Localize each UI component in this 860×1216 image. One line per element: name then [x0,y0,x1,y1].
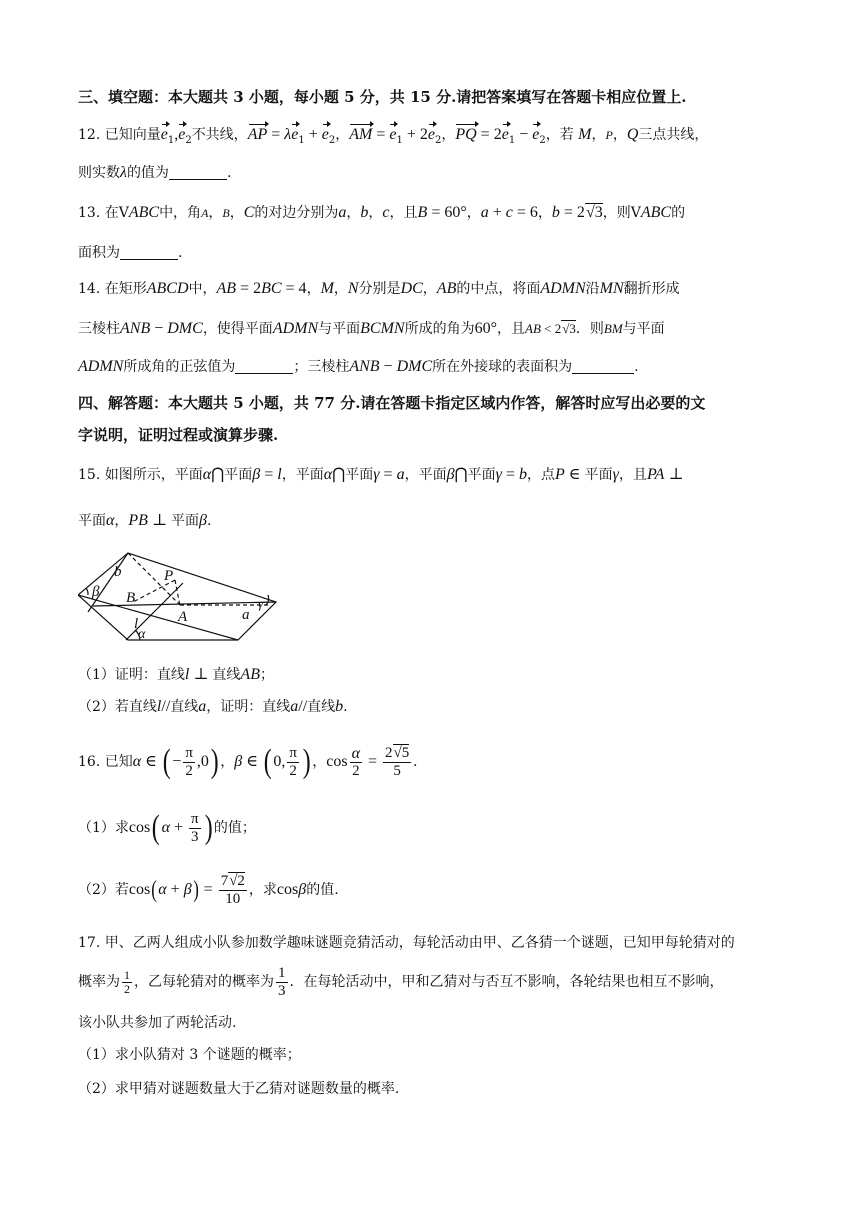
question-16-line-1: 16. 已知α ∈ ( − $\frac{\pi}{2}$ ,0) ，β ∈ ( 0, $\frac{\pi}{2}$ ) ，cos $\frac{\alpha}{2}$ = $\frac{2√5}{5}$ . [78,743,418,780]
question-14-line-1: 14. 在矩形ABCD中，AB = 2BC = 4，M，N分别是DC，AB的中点，将面ADMN沿MN翻折形成 [78,280,680,297]
question-17-line-1: 17. 甲、乙两人组成小队参加数学趣味谜题竞猜活动，每轮活动由甲、乙各猜一个谜题，已知甲每轮猜对的 [78,935,735,951]
label-alpha: α [138,627,146,642]
question-15-part-2: （2）若直线l//直线a，证明：直线a//直线b. [78,698,348,715]
question-13-line-2: 面积为 . [78,245,183,261]
label-b: b [114,564,122,580]
figure-outline [78,553,276,640]
label-p: P [164,568,174,584]
label-beta: β [92,584,100,600]
question-14-line-2: 三棱柱ANB − DMC，使得平面ADMN与平面BCMN所成的角为60°，且AB < 2√3．则BM与平面 [78,320,665,337]
label-l: l [134,616,139,632]
label-gamma: γ [258,596,264,611]
label-a: a [242,607,250,623]
question-14-line-3: ADMN所成角的正弦值为 ；三棱柱ANB − DMC所在外接球的表面积为 . [78,358,639,375]
question-16-part-1: （1）求cos( α + $\frac{\pi}{3}$ ) 的值； [78,809,256,846]
question-17-part-2: （2）求甲猜对谜题数量大于乙猜对谜题数量的概率. [78,1081,400,1097]
question-13-line-1: 13. 在VABC中，角A，B，C的对边分别为a，b，c，且B = 60°，a + c = 6，b = 2√3，则VABC的 [78,204,686,221]
question-15-line-2: 平面α，PB ⊥ 平面β. [78,512,212,529]
question-17-part-1: （1）求小队猜对 3 个谜题的概率； [78,1047,301,1063]
answer-blank[interactable] [572,357,634,374]
question-15-line-1: 15. 如图所示，平面α⋂平面β = l，平面α⋂平面γ = a，平面β⋂平面γ = b，点P ∈ 平面γ，且PA ⊥ [78,466,684,483]
segment-pa [175,580,180,606]
answer-blank[interactable] [169,163,227,180]
section-four-heading-line-1: 四、解答题：本大题共 5 小题，共 77 分.请在答题卡指定区域内作答，解答时应写出必要的文 [78,394,706,412]
question-12-line-2: 则实数λ的值为 . [78,164,232,181]
question-17-line-2: 概率为 $\frac{1}{2}$ ，乙每轮猜对的概率为 $\frac{1}{3}$ ．在每轮活动中，甲和乙猜对与否互不影响，各轮结果也相互不影响， [78,964,724,999]
question-16-part-2: （2）若cos(α + β) = $\frac{7√2}{10}$ ，求cosβ的值. [78,872,339,907]
section-three-heading: 三、填空题：本大题共 3 小题，每小题 5 分，共 15 分.请把答案填写在答题卡相应位置上. [78,88,687,106]
label-b-point: B [126,590,136,606]
question-17-line-3: 该小队共参加了两轮活动. [78,1015,237,1031]
angle-beta-arc [86,588,88,595]
section-four-heading-line-2: 字说明，证明过程或演算步骤. [78,426,279,444]
question-15-part-1: （1）证明：直线l ⊥ 直线AB； [78,666,274,683]
question-12-line-1: 12. 已知向量$e_1,e_2$不共线，AP = $\lambda e_1 + e_2$，AM = $e_1 + 2e_2$，PQ = $2e_1 - e_2$，若 M，P，Q三点共线， [78,126,709,146]
answer-blank[interactable] [235,357,293,374]
line-a [93,602,276,606]
angle-gamma-arc [266,595,269,605]
line-l [78,595,238,640]
planes-figure [78,550,283,644]
answer-blank[interactable] [120,243,178,260]
label-a-point: A [178,609,188,625]
